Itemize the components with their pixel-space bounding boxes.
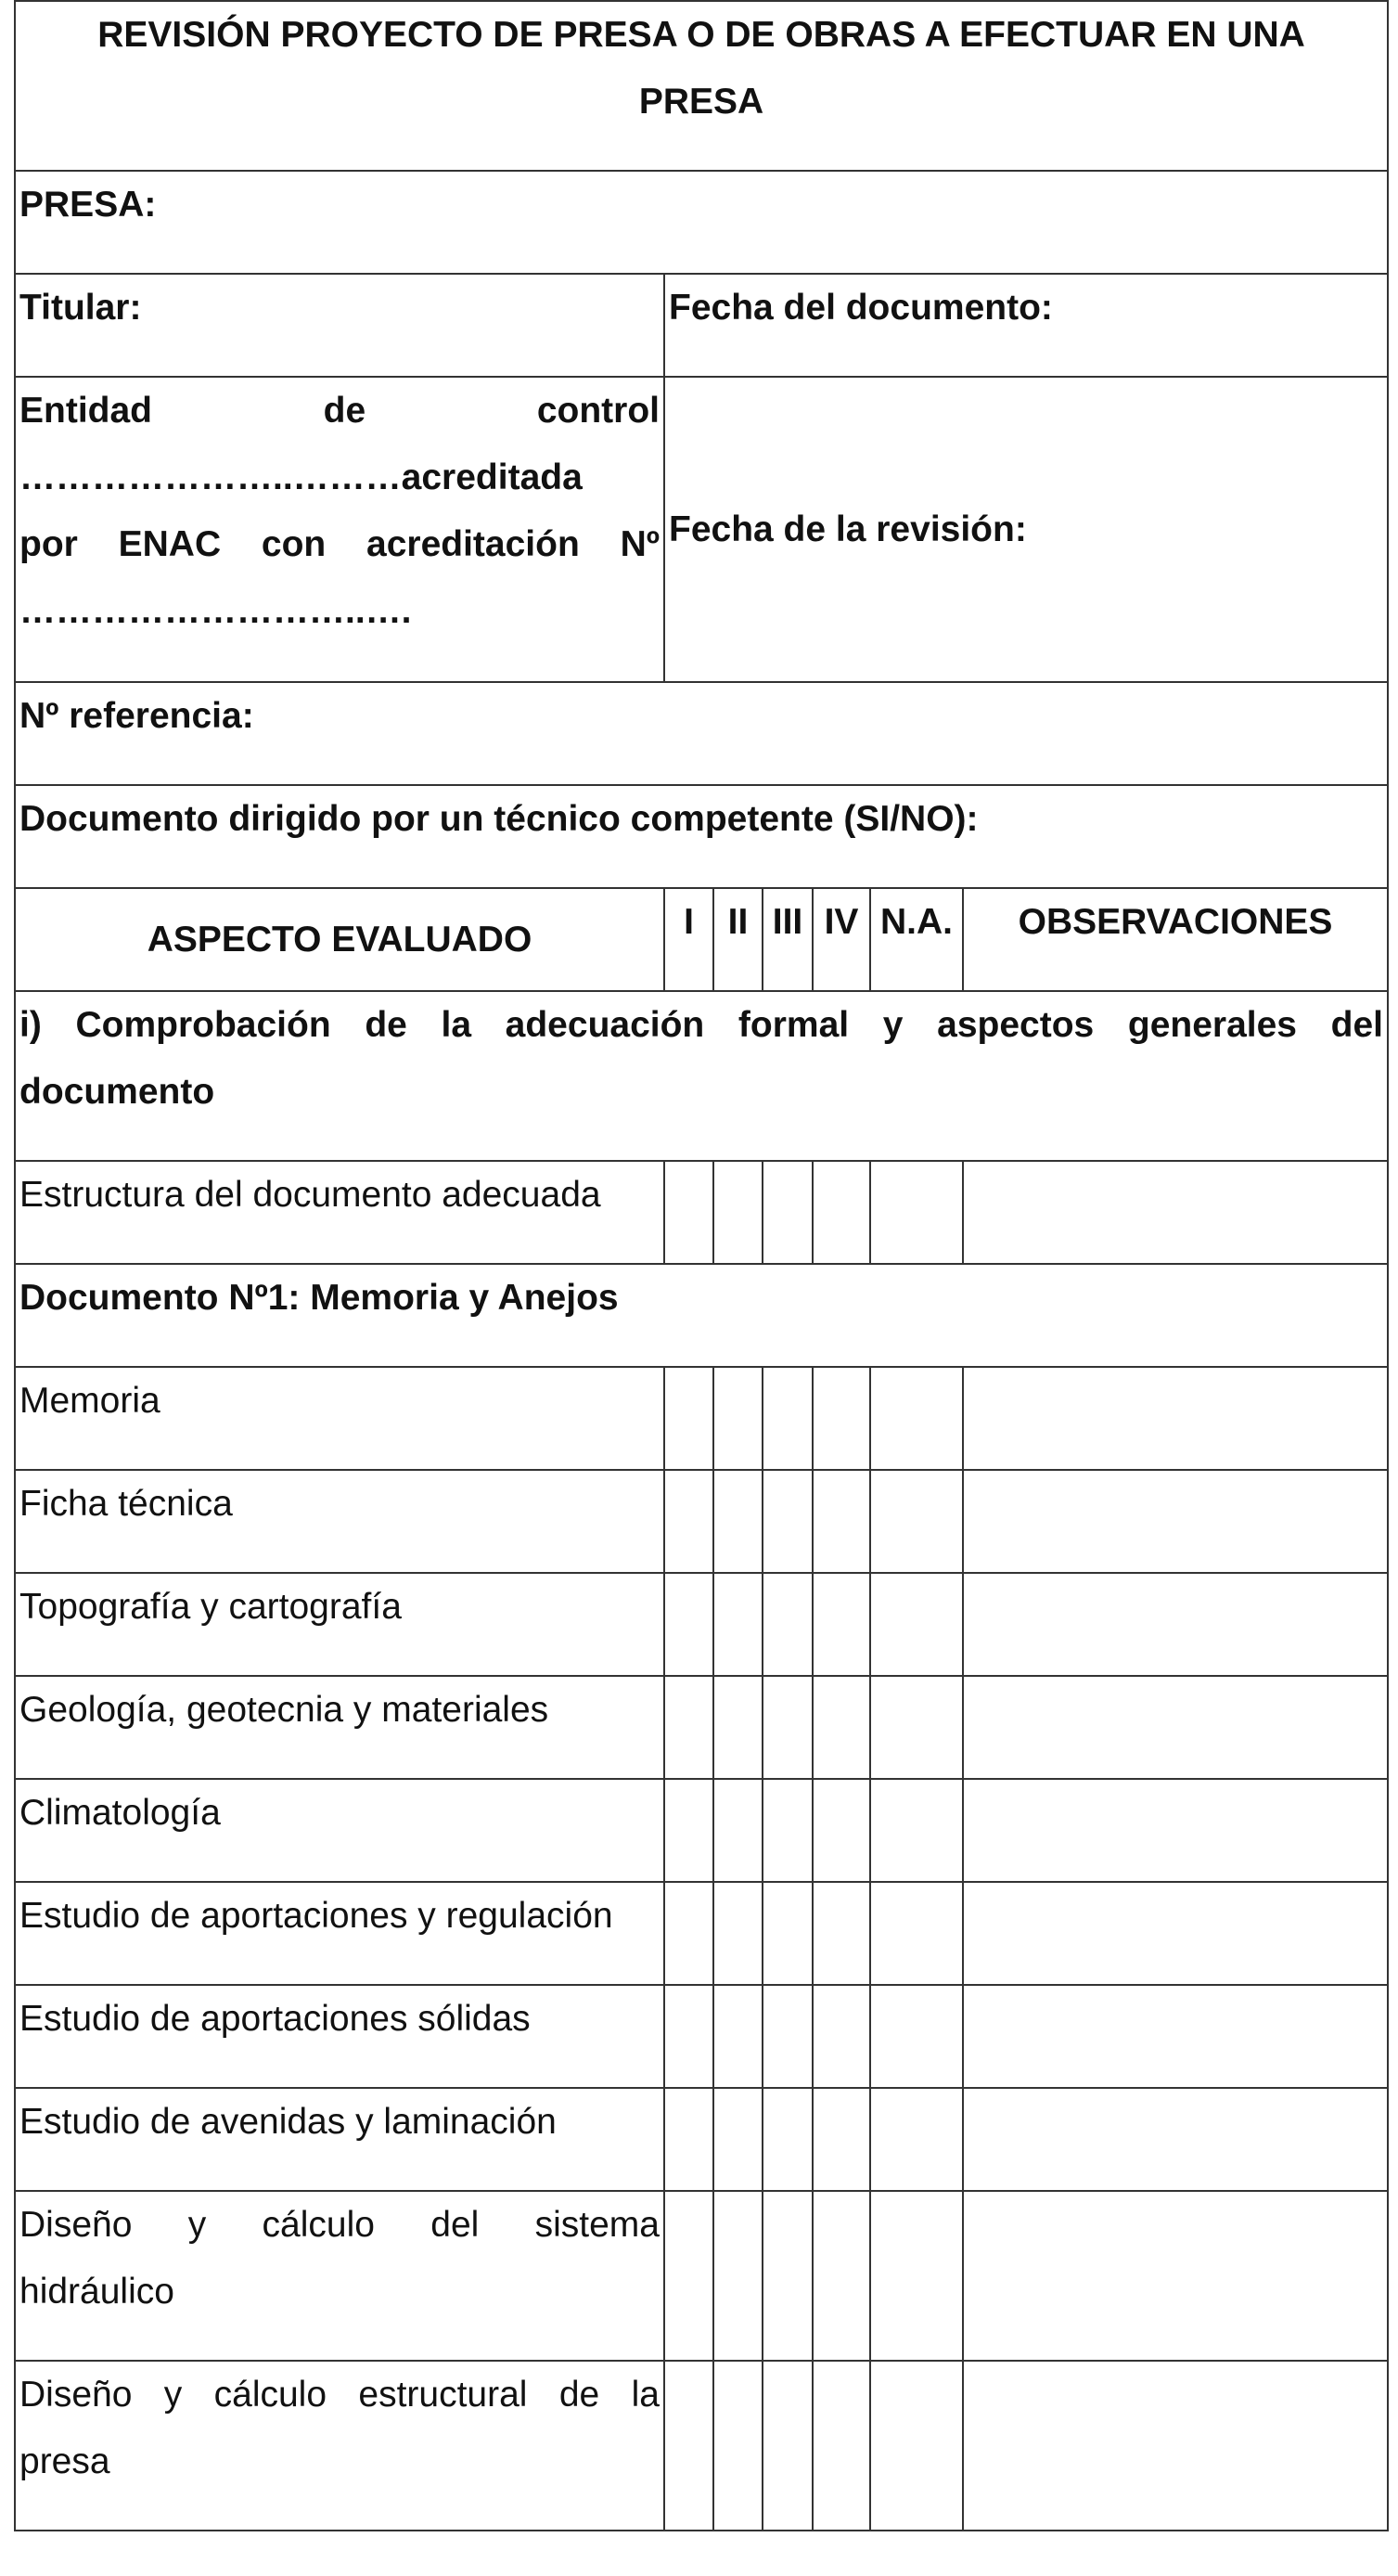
- entidad-line1: Entidad de control: [19, 391, 660, 431]
- check-i-cell[interactable]: [664, 1573, 713, 1676]
- fecha-documento-label: Fecha del documento:: [664, 274, 1388, 377]
- check-ii-cell[interactable]: [713, 1676, 763, 1779]
- check-ii-cell[interactable]: [713, 1573, 763, 1676]
- presa-label: PRESA:: [15, 171, 1388, 274]
- check-i-cell[interactable]: [664, 1676, 713, 1779]
- check-iv-cell[interactable]: [813, 1161, 870, 1264]
- observaciones-cell[interactable]: [963, 2361, 1388, 2531]
- row-label: Topografía y cartografía: [15, 1573, 664, 1676]
- table-row: [15, 1985, 1388, 2088]
- row-label: Climatología: [15, 1779, 664, 1882]
- check-i-cell[interactable]: [664, 1367, 713, 1470]
- check-na-cell[interactable]: [870, 2088, 963, 2191]
- check-iv-cell[interactable]: [813, 2088, 870, 2191]
- header-aspecto: ASPECTO EVALUADO: [15, 888, 664, 991]
- titular-row: [15, 274, 1388, 377]
- tecnico-label: Documento dirigido por un técnico competente (SI/NO):: [15, 785, 1388, 888]
- check-iii-cell[interactable]: [763, 1882, 813, 1985]
- referencia-row: [15, 682, 1388, 785]
- check-na-cell[interactable]: [870, 1676, 963, 1779]
- check-iii-cell[interactable]: [763, 1573, 813, 1676]
- check-ii-cell[interactable]: [713, 1882, 763, 1985]
- table-row: [15, 1573, 1388, 1676]
- check-iii-cell[interactable]: [763, 1367, 813, 1470]
- check-iv-cell[interactable]: [813, 1573, 870, 1676]
- table-header-row: [15, 888, 1388, 991]
- check-iii-cell[interactable]: [763, 1470, 813, 1573]
- check-iii-cell[interactable]: [763, 2361, 813, 2531]
- row-label: Estudio de avenidas y laminación: [15, 2088, 664, 2191]
- check-iv-cell[interactable]: [813, 1470, 870, 1573]
- referencia-label: Nº referencia:: [15, 682, 1388, 785]
- row-label-estructura: Estructura del documento adecuada: [15, 1161, 664, 1264]
- check-i-cell[interactable]: [664, 1882, 713, 1985]
- check-iii-cell[interactable]: [763, 2088, 813, 2191]
- table-row: [15, 1367, 1388, 1470]
- check-na-cell[interactable]: [870, 1985, 963, 2088]
- table-row: [15, 1779, 1388, 1882]
- entidad-row: [15, 377, 1388, 682]
- observaciones-cell[interactable]: [963, 1573, 1388, 1676]
- check-ii-cell[interactable]: [713, 2361, 763, 2531]
- table-row: [15, 1161, 1388, 1264]
- check-iv-cell[interactable]: [813, 1985, 870, 2088]
- section-i-line2: documento: [19, 1072, 215, 1112]
- check-i-cell[interactable]: [664, 1470, 713, 1573]
- presa-row: [15, 171, 1388, 274]
- row-label: Estudio de aportaciones y regulación: [15, 1882, 664, 1985]
- check-iv-cell[interactable]: [813, 1779, 870, 1882]
- check-na-cell[interactable]: [870, 1882, 963, 1985]
- check-i-cell[interactable]: [664, 2361, 713, 2531]
- table-row: [15, 2191, 1388, 2361]
- check-i-cell[interactable]: [664, 1779, 713, 1882]
- check-iv-cell[interactable]: [813, 1882, 870, 1985]
- check-na-cell[interactable]: [870, 1573, 963, 1676]
- title-row: [15, 1, 1388, 171]
- check-na-cell[interactable]: [870, 1161, 963, 1264]
- section-i-row: [15, 991, 1388, 1161]
- check-iv-cell[interactable]: [813, 2191, 870, 2361]
- observaciones-cell[interactable]: [963, 1882, 1388, 1985]
- row-label-hidraulico: Diseño y cálculo del sistema hidráulico: [15, 2191, 664, 2361]
- observaciones-cell[interactable]: [963, 2191, 1388, 2361]
- check-iii-cell[interactable]: [763, 2191, 813, 2361]
- header-iii: III: [763, 888, 813, 991]
- check-ii-cell[interactable]: [713, 2088, 763, 2191]
- entidad-line2: …………………..………acreditada: [19, 457, 583, 497]
- table-row: [15, 1882, 1388, 1985]
- check-ii-cell[interactable]: [713, 1470, 763, 1573]
- check-na-cell[interactable]: [870, 2191, 963, 2361]
- check-iii-cell[interactable]: [763, 1161, 813, 1264]
- check-ii-cell[interactable]: [713, 1779, 763, 1882]
- entidad-line4: ………………………..….: [19, 591, 412, 631]
- observaciones-cell[interactable]: [963, 1676, 1388, 1779]
- review-form-table: [14, 0, 1389, 2531]
- check-i-cell[interactable]: [664, 1985, 713, 2088]
- header-na: N.A.: [870, 888, 963, 991]
- titular-label: Titular:: [15, 274, 664, 377]
- header-i: I: [664, 888, 713, 991]
- observaciones-cell[interactable]: [963, 1161, 1388, 1264]
- check-iv-cell[interactable]: [813, 1676, 870, 1779]
- check-iii-cell[interactable]: [763, 1779, 813, 1882]
- check-iv-cell[interactable]: [813, 1367, 870, 1470]
- header-iv: IV: [813, 888, 870, 991]
- observaciones-cell[interactable]: [963, 1470, 1388, 1573]
- table-row: [15, 1676, 1388, 1779]
- section-doc1-row: [15, 1264, 1388, 1367]
- check-na-cell[interactable]: [870, 1367, 963, 1470]
- row-label-estructural: Diseño y cálculo estructural de la presa: [15, 2361, 664, 2531]
- table-row: [15, 2361, 1388, 2531]
- observaciones-cell[interactable]: [963, 1367, 1388, 1470]
- check-iii-cell[interactable]: [763, 1676, 813, 1779]
- section-i-line1: i) Comprobación de la adecuación formal y aspectos generales del: [19, 1005, 1383, 1045]
- row-label: Ficha técnica: [15, 1470, 664, 1573]
- check-iii-cell[interactable]: [763, 1985, 813, 2088]
- row-label: Estudio de aportaciones sólidas: [15, 1985, 664, 2088]
- check-ii-cell[interactable]: [713, 1985, 763, 2088]
- entidad-cell: [15, 377, 664, 682]
- table-row: [15, 2088, 1388, 2191]
- check-i-cell[interactable]: [664, 2191, 713, 2361]
- check-ii-cell[interactable]: [713, 2191, 763, 2361]
- check-ii-cell[interactable]: [713, 1161, 763, 1264]
- entidad-line3: por ENAC con acreditación Nº: [19, 524, 660, 564]
- observaciones-cell[interactable]: [963, 1779, 1388, 1882]
- fecha-revision-label: Fecha de la revisión:: [664, 377, 1388, 682]
- check-iv-cell[interactable]: [813, 2361, 870, 2531]
- section-i-heading: [15, 991, 1388, 1161]
- tecnico-row: [15, 785, 1388, 888]
- table-row: [15, 1470, 1388, 1573]
- check-na-cell[interactable]: [870, 1470, 963, 1573]
- check-na-cell[interactable]: [870, 2361, 963, 2531]
- row-label: Memoria: [15, 1367, 664, 1470]
- header-ii: II: [713, 888, 763, 991]
- form-title: REVISIÓN PROYECTO DE PRESA O DE OBRAS A EFECTUAR EN UNA PRESA: [15, 1, 1388, 171]
- check-i-cell[interactable]: [664, 1161, 713, 1264]
- check-na-cell[interactable]: [870, 1779, 963, 1882]
- row-label: Geología, geotecnia y materiales: [15, 1676, 664, 1779]
- section-doc1-heading: Documento Nº1: Memoria y Anejos: [15, 1264, 1388, 1367]
- check-ii-cell[interactable]: [713, 1367, 763, 1470]
- observaciones-cell[interactable]: [963, 1985, 1388, 2088]
- observaciones-cell[interactable]: [963, 2088, 1388, 2191]
- header-observaciones: OBSERVACIONES: [963, 888, 1388, 991]
- check-i-cell[interactable]: [664, 2088, 713, 2191]
